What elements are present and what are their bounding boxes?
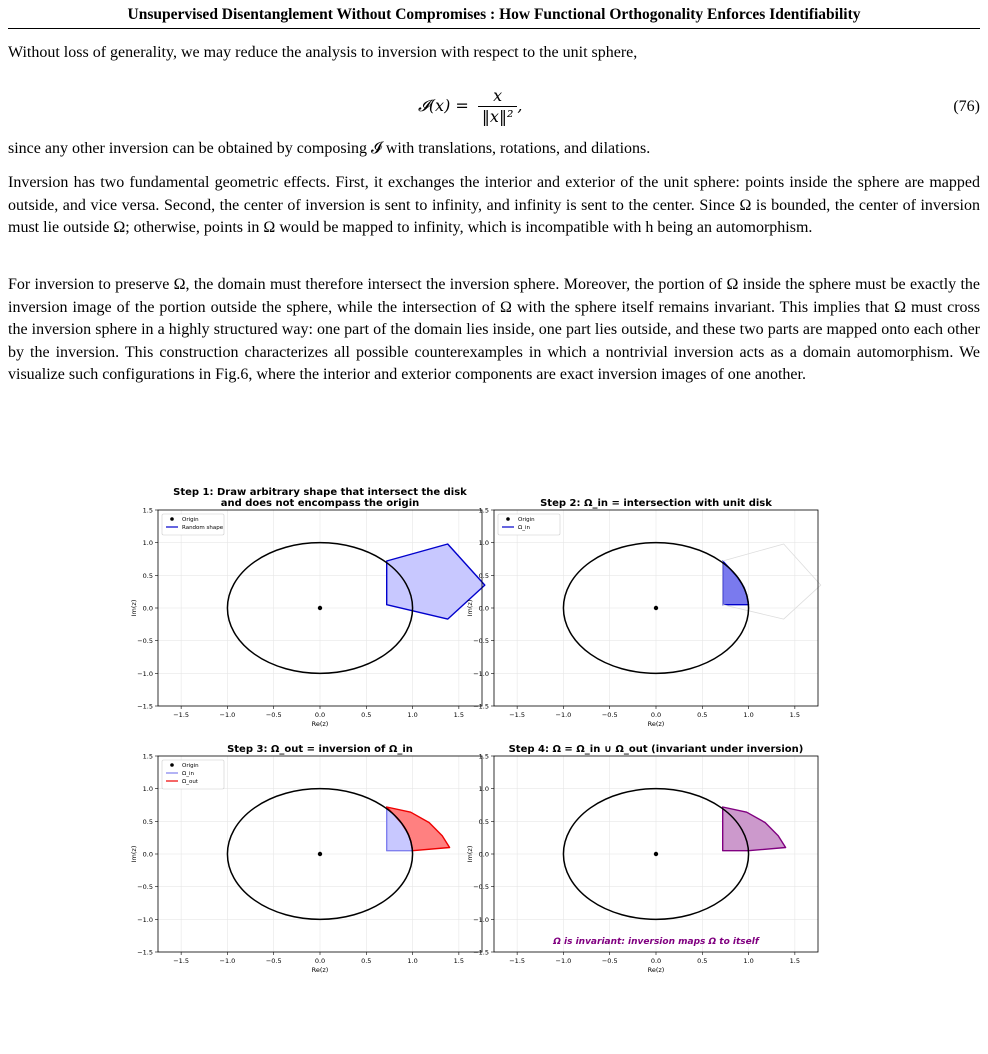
- x-tick-label: 0.0: [314, 711, 326, 719]
- y-tick-label: 0.5: [142, 817, 153, 826]
- x-tick-label: −1.0: [219, 711, 236, 719]
- y-tick-label: −1.0: [137, 669, 153, 678]
- y-axis-label: Im(z): [130, 599, 138, 617]
- y-tick-label: −1.0: [473, 915, 489, 924]
- y-tick-label: 0.0: [142, 850, 153, 859]
- y-tick-label: 1.0: [142, 785, 153, 794]
- x-tick-label: −1.0: [555, 711, 572, 719]
- y-tick-label: −1.0: [137, 915, 153, 924]
- panel-1: [130, 487, 485, 728]
- legend-origin-marker: [170, 763, 174, 767]
- y-tick-label: 0.0: [142, 604, 153, 613]
- x-tick-label: 1.0: [743, 957, 754, 965]
- x-tick-label: −1.0: [219, 957, 236, 965]
- x-tick-label: 0.0: [650, 957, 662, 965]
- y-tick-label: 1.0: [478, 785, 489, 794]
- equation-numerator: x: [478, 86, 517, 107]
- y-tick-label: 0.0: [478, 604, 489, 613]
- x-axis-label: Re(z): [647, 966, 665, 974]
- paragraph-3: Inversion has two fundamental geometric effects. First, it exchanges the interior and exterior of the unit sphere: points inside the sphere are mapped outside, and vice versa. Second, the center of inversion is sent to infinity, and infinity is sent to the center. Since Ω is bounded, the center of inversion must lie outside Ω; otherwise, points in Ω would be mapped to infinity, which is incompatible with h being an automorphism.: [8, 174, 980, 236]
- y-tick-label: −1.0: [473, 669, 489, 678]
- origin-point: [654, 606, 658, 610]
- x-axis-label: Re(z): [311, 720, 329, 728]
- equation-lhs: 𝓘(x) =: [418, 96, 469, 115]
- x-tick-label: 1.5: [453, 957, 465, 965]
- x-tick-label: 1.0: [743, 711, 754, 719]
- x-tick-label: −1.5: [509, 957, 526, 965]
- y-axis-label: Im(z): [466, 845, 474, 863]
- legend-label: Ω_out: [182, 779, 198, 785]
- x-axis-label: Re(z): [647, 720, 665, 728]
- x-tick-label: 1.5: [789, 711, 801, 719]
- legend-label: Origin: [518, 517, 535, 523]
- legend-label: Random shape: [182, 525, 224, 531]
- figure-6-svg: [130, 466, 828, 1040]
- y-tick-label: −1.5: [473, 702, 489, 711]
- x-tick-label: −1.0: [555, 957, 572, 965]
- equation-trail: ,: [517, 96, 523, 115]
- y-tick-label: 0.5: [142, 571, 153, 580]
- series-region: [723, 807, 786, 851]
- origin-point: [318, 852, 322, 856]
- x-tick-label: 1.0: [407, 957, 418, 965]
- y-axis-label: Im(z): [466, 599, 474, 617]
- origin-point: [654, 852, 658, 856]
- x-tick-label: 1.5: [789, 957, 801, 965]
- x-tick-label: −0.5: [265, 957, 282, 965]
- y-tick-label: 1.5: [478, 752, 489, 761]
- x-tick-label: −0.5: [265, 711, 282, 719]
- x-tick-label: 0.5: [697, 957, 708, 965]
- paragraph-4: For inversion to preserve Ω, the domain must therefore intersect the inversion sphere. Moreover, the portion of Ω inside the sphere must be exactly the inversion image of the portion outside the sphere, while the intersection of Ω with the sphere itself remains invariant. This implies that Ω must cross the inversion sphere in a highly structured way: one part of the domain lies inside, one part lies outside, and these two parts are mapped onto each other by the inversion. This construction characterizes all possible counterexamples in which a nontrivial inversion acts as a domain automorphism. We visualize such configurations in Fig.6, where the interior and exterior components are exact inversion images of one another.: [8, 276, 980, 383]
- y-tick-label: −1.5: [473, 948, 489, 957]
- x-tick-label: 1.0: [407, 711, 418, 719]
- equation-number: (76): [953, 98, 980, 115]
- legend-origin-marker: [506, 517, 510, 521]
- panel-2: [466, 498, 821, 728]
- y-tick-label: −0.5: [137, 883, 153, 892]
- x-tick-label: −0.5: [601, 711, 618, 719]
- panel-4: [466, 744, 818, 974]
- equation-denominator: ‖x‖²: [481, 107, 514, 126]
- legend-origin-marker: [170, 517, 174, 521]
- chart-title: and does not encompass the origin: [220, 498, 420, 509]
- x-tick-label: 0.5: [697, 711, 708, 719]
- chart-title: Step 3: Ω_out = inversion of Ω_in: [227, 744, 413, 755]
- chart-title: Step 2: Ω_in = intersection with unit disk: [540, 498, 772, 509]
- legend-label: Origin: [182, 763, 199, 769]
- y-tick-label: 1.5: [142, 506, 153, 515]
- x-tick-label: 1.5: [453, 711, 465, 719]
- x-tick-label: 0.5: [361, 957, 372, 965]
- y-tick-label: 1.5: [142, 752, 153, 761]
- paragraph-1: Without loss of generality, we may reduce the analysis to inversion with respect to the unit sphere,: [8, 44, 638, 61]
- equation-fraction: [478, 86, 517, 127]
- y-tick-label: −0.5: [473, 637, 489, 646]
- running-header: Unsupervised Disentanglement Without Compromises : How Functional Orthogonality Enforces Identifiability: [8, 6, 980, 29]
- x-axis-label: Re(z): [311, 966, 329, 974]
- y-tick-label: −0.5: [473, 883, 489, 892]
- y-tick-label: 1.5: [478, 506, 489, 515]
- x-tick-label: −1.5: [173, 711, 190, 719]
- x-tick-label: 0.0: [650, 711, 662, 719]
- x-tick-label: −1.5: [509, 711, 526, 719]
- x-tick-label: −0.5: [601, 957, 618, 965]
- figure-6: [130, 466, 828, 1040]
- x-tick-label: 0.0: [314, 957, 326, 965]
- y-tick-label: −0.5: [137, 637, 153, 646]
- y-axis-label: Im(z): [130, 845, 138, 863]
- chart-annotation: Ω is invariant: inversion maps Ω to itself: [553, 937, 759, 947]
- paragraph-2: since any other inversion can be obtained by composing 𝓘 with translations, rotations, and dilations.: [8, 140, 651, 157]
- panel-3: [130, 744, 482, 974]
- y-tick-label: −1.5: [137, 948, 153, 957]
- y-tick-label: 0.5: [478, 817, 489, 826]
- legend-label: Origin: [182, 517, 199, 523]
- origin-point: [318, 606, 322, 610]
- x-tick-label: −1.5: [173, 957, 190, 965]
- legend-label: Ω_in: [182, 771, 194, 777]
- y-tick-label: 0.0: [478, 850, 489, 859]
- y-tick-label: 1.0: [142, 539, 153, 548]
- y-tick-label: −1.5: [137, 702, 153, 711]
- legend-label: Ω_in: [518, 525, 530, 531]
- chart-title: Step 1: Draw arbitrary shape that intersect the disk: [173, 487, 467, 498]
- y-tick-label: 0.5: [478, 571, 489, 580]
- series-Ω_in: [723, 561, 749, 605]
- y-tick-label: 1.0: [478, 539, 489, 548]
- chart-title: Step 4: Ω = Ω_in ∪ Ω_out (invariant under inversion): [508, 744, 804, 755]
- x-tick-label: 0.5: [361, 711, 372, 719]
- equation-76: [0, 86, 988, 132]
